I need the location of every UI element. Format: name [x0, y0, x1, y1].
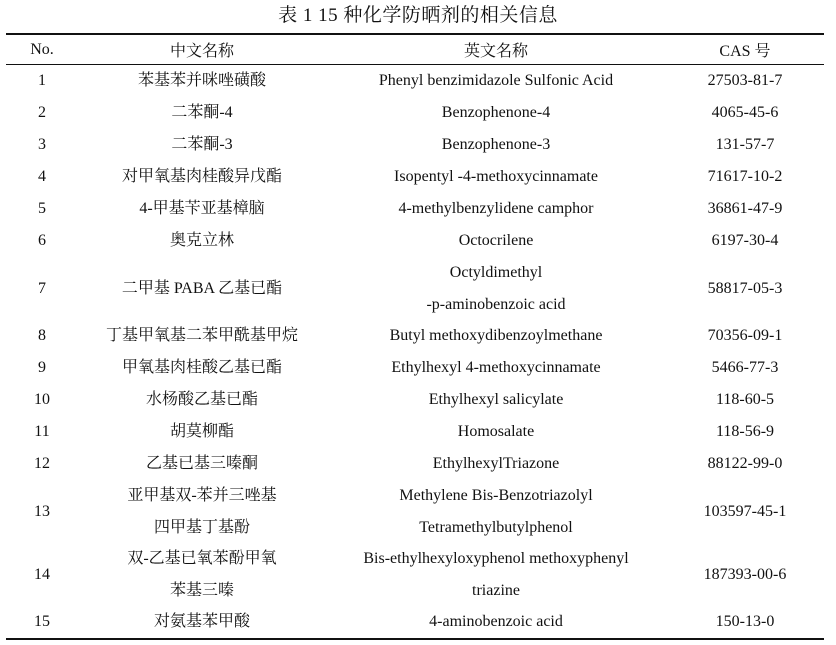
cell-chinese-name — [78, 129, 326, 161]
cell-no: 14 — [34, 565, 50, 583]
cell-chinese-name — [78, 416, 326, 448]
header-no: No. — [30, 40, 54, 58]
cell-english-name-line: Isopentyl -4-methoxycinnamate — [394, 168, 598, 186]
cell-cas-number: 187393-00-6 — [703, 565, 787, 583]
cell-chinese-name — [78, 543, 326, 606]
cell-chinese-name — [78, 257, 326, 320]
table-row — [6, 97, 824, 129]
sunscreen-table — [6, 33, 824, 640]
cell-english-name — [326, 352, 666, 384]
cell-english-name-line: -p-aminobenzoic acid — [426, 295, 566, 313]
cell-english-name-line: Bis-ethylhexyloxyphenol methoxyphenyl — [363, 550, 629, 567]
cell-english-name-line: Methylene Bis-Benzotriazolyl — [399, 487, 593, 504]
cell-no: 4 — [38, 168, 46, 185]
cell-english-name-line: Butyl methoxydibenzoylmethane — [389, 327, 603, 345]
cell-chinese-name-line: 二苯酮-3 — [171, 136, 233, 154]
cell-english-name-line: EthylhexylTriazone — [432, 455, 560, 473]
cell-no: 13 — [34, 502, 50, 520]
cell-chinese-name-line: 乙基已基三嗪酮 — [145, 455, 258, 473]
cell-english-name-line: Homosalate — [457, 423, 535, 441]
cell-cas-number: 58817-05-3 — [707, 279, 783, 297]
cell-no: 7 — [38, 279, 46, 297]
cell-english-name-line: Benzophenone-4 — [441, 104, 551, 122]
cell-english-name-line: Octyldimethyl — [449, 264, 543, 281]
cell-chinese-name — [78, 352, 326, 384]
cell-chinese-name — [78, 606, 326, 639]
cell-no: 3 — [38, 136, 46, 153]
cell-english-name — [326, 543, 666, 606]
cell-chinese-name-line: 甲氧基肉桂酸乙基已酯 — [121, 359, 282, 377]
cell-chinese-name — [78, 161, 326, 193]
table-body — [6, 65, 824, 640]
cell-english-name-line: Octocrilene — [458, 232, 534, 250]
cell-cas-number: 6197-30-4 — [711, 232, 779, 249]
cell-english-name-line: 4-aminobenzoic acid — [429, 613, 563, 631]
cell-english-name — [326, 606, 666, 639]
cell-chinese-name — [78, 320, 326, 352]
cell-cas-number: 71617-10-2 — [707, 168, 783, 185]
cell-english-name — [326, 225, 666, 257]
cell-chinese-name-line: 苯基苯并咪唑磺酸 — [137, 72, 266, 90]
cell-cas-number: 36861-47-9 — [707, 200, 783, 217]
table-row — [6, 257, 824, 320]
table-row — [6, 129, 824, 161]
cell-cas-number: 88122-99-0 — [707, 455, 783, 472]
cell-english-name-line: 4-methylbenzylidene camphor — [398, 200, 594, 218]
cell-chinese-name-line: 苯基三嗪 — [169, 581, 234, 599]
cell-chinese-name-line: 胡莫柳酯 — [169, 423, 234, 441]
cell-cas-number: 27503-81-7 — [707, 72, 783, 89]
cell-chinese-name-line: 双-乙基已氧苯酚甲氧 — [127, 550, 277, 567]
cell-no: 5 — [38, 200, 46, 217]
cell-cas-number: 118-60-5 — [715, 391, 775, 408]
cell-chinese-name — [78, 97, 326, 129]
cell-no: 15 — [34, 613, 50, 630]
cell-cas-number: 150-13-0 — [715, 613, 775, 630]
cell-chinese-name — [78, 65, 326, 98]
cell-chinese-name-line: 水杨酸乙基已酯 — [145, 391, 258, 409]
cell-english-name — [326, 416, 666, 448]
cell-chinese-name-line: 对氨基苯甲酸 — [153, 613, 250, 631]
cell-chinese-name — [78, 448, 326, 480]
cell-chinese-name-line: 二苯酮-4 — [171, 104, 233, 122]
cell-english-name-line: Ethylhexyl salicylate — [428, 391, 564, 409]
cell-no: 1 — [38, 72, 46, 89]
header-english-name: 英文名称 — [463, 43, 528, 60]
table-row — [6, 65, 824, 98]
table-row — [6, 416, 824, 448]
cell-no: 12 — [34, 455, 50, 472]
cell-no: 8 — [38, 327, 46, 344]
cell-english-name-line: Tetramethylbutylphenol — [419, 518, 573, 536]
table-row — [6, 193, 824, 225]
cell-cas-number: 118-56-9 — [715, 423, 775, 440]
cell-chinese-name-line: 4-甲基苄亚基樟脑 — [139, 200, 265, 218]
cell-no: 9 — [38, 359, 46, 376]
cell-chinese-name — [78, 225, 326, 257]
cell-no: 6 — [38, 232, 46, 249]
cell-no: 11 — [34, 423, 50, 440]
cell-cas-number: 70356-09-1 — [707, 327, 783, 344]
table-row — [6, 543, 824, 606]
cell-chinese-name-line: 丁基甲氧基二苯甲酰基甲烷 — [105, 327, 298, 345]
cell-english-name — [326, 65, 666, 98]
table-row — [6, 352, 824, 384]
cell-cas-number: 5466-77-3 — [711, 359, 779, 376]
table-row — [6, 225, 824, 257]
cell-english-name — [326, 161, 666, 193]
cell-english-name — [326, 193, 666, 225]
cell-chinese-name-line: 二甲基 PABA 乙基已酯 — [121, 279, 283, 297]
cell-chinese-name — [78, 480, 326, 543]
table-row — [6, 384, 824, 416]
cell-chinese-name-line: 对甲氧基肉桂酸异戊酯 — [121, 168, 282, 186]
cell-chinese-name — [78, 384, 326, 416]
cell-english-name — [326, 129, 666, 161]
table-row — [6, 606, 824, 639]
cell-cas-number: 4065-45-6 — [711, 104, 779, 121]
cell-english-name — [326, 320, 666, 352]
table-caption: 表 1 15 种化学防晒剂的相关信息 — [278, 5, 558, 26]
table-row — [6, 320, 824, 352]
table-row — [6, 480, 824, 543]
cell-chinese-name — [78, 193, 326, 225]
cell-chinese-name-line: 亚甲基双-苯并三唑基 — [127, 487, 277, 504]
cell-cas-number: 103597-45-1 — [703, 502, 787, 520]
header-row — [6, 34, 824, 65]
cell-english-name-line: triazine — [472, 581, 520, 599]
cell-no: 10 — [34, 391, 50, 408]
cell-english-name-line: Benzophenone-3 — [441, 136, 551, 154]
cell-english-name-line: Phenyl benzimidazole Sulfonic Acid — [378, 72, 614, 90]
cell-english-name — [326, 480, 666, 543]
cell-english-name — [326, 97, 666, 129]
cell-cas-number: 131-57-7 — [715, 136, 775, 153]
header-chinese-name: 中文名称 — [169, 43, 234, 60]
cell-english-name-line: Ethylhexyl 4-methoxycinnamate — [391, 359, 601, 377]
cell-english-name — [326, 257, 666, 320]
cell-chinese-name-line: 奥克立林 — [169, 232, 234, 250]
cell-no: 2 — [38, 104, 46, 121]
cell-english-name — [326, 448, 666, 480]
cell-english-name — [326, 384, 666, 416]
header-cas-number: CAS 号 — [719, 43, 771, 60]
table-row — [6, 448, 824, 480]
table-row — [6, 161, 824, 193]
table-container — [6, 33, 824, 640]
cell-chinese-name-line: 四甲基丁基酚 — [153, 518, 250, 536]
